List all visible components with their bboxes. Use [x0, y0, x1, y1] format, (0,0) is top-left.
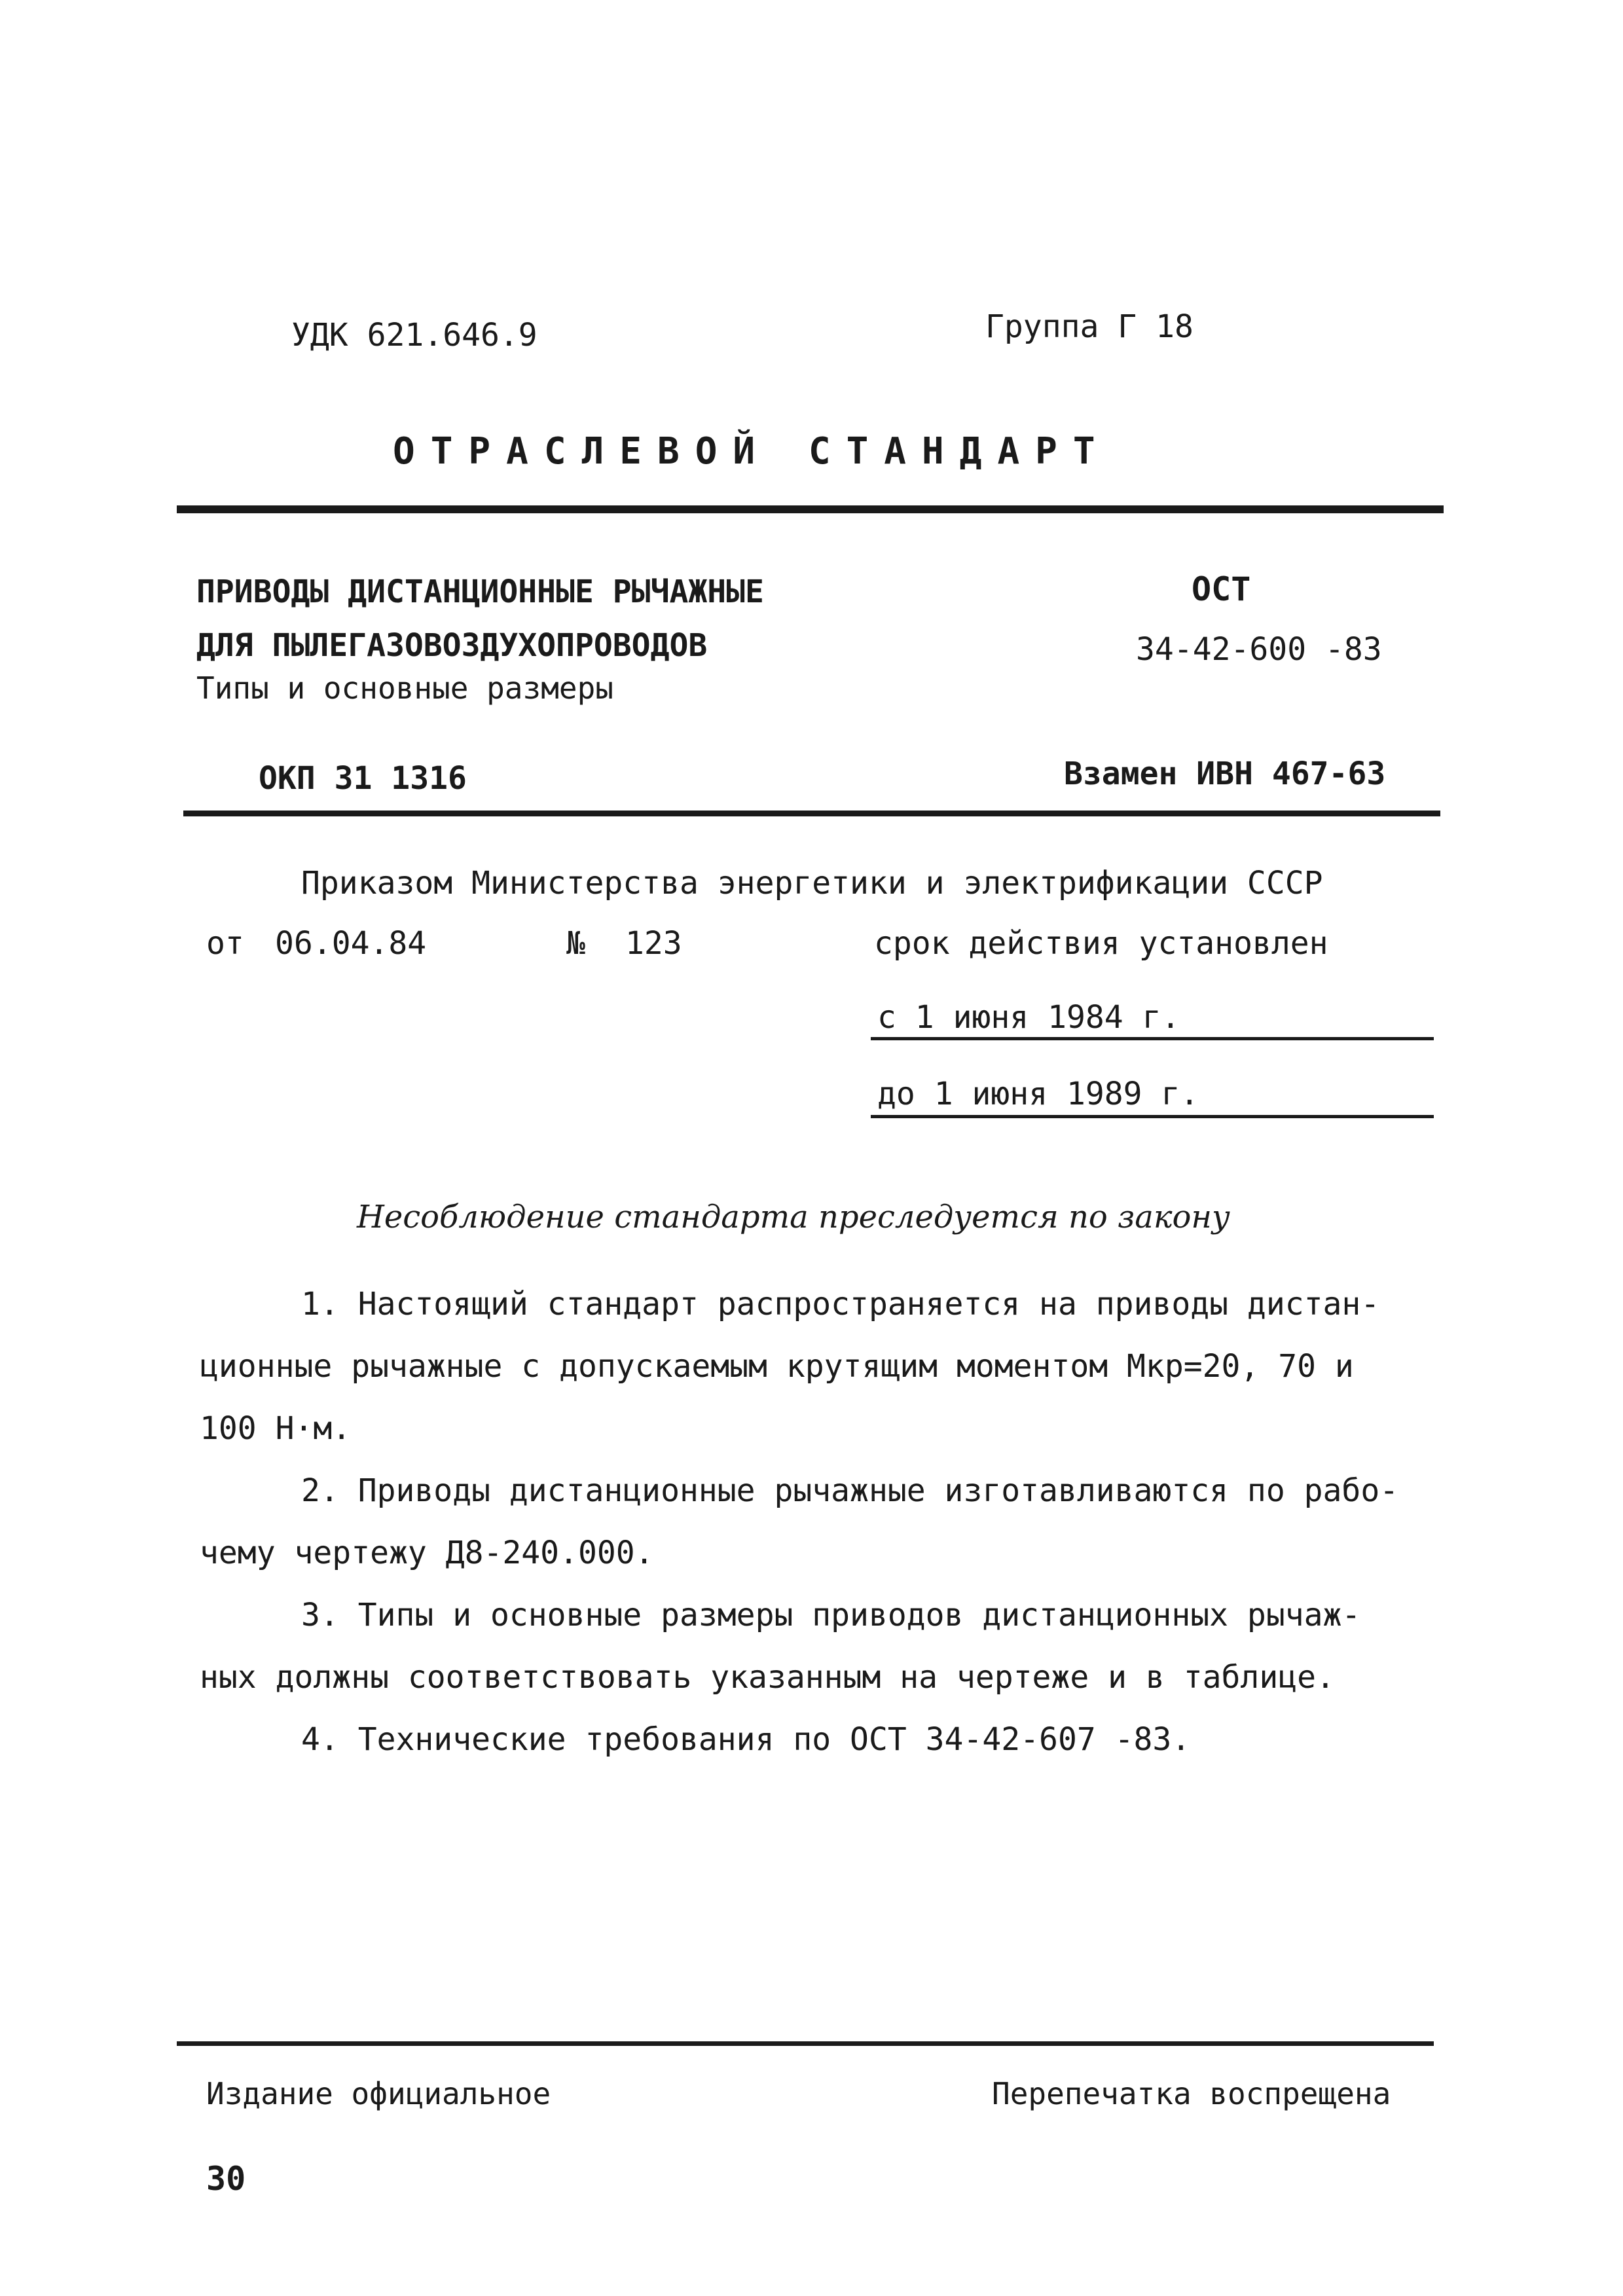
order-number-label: №	[566, 925, 585, 962]
ost-number: 34-42-600 -83	[1136, 631, 1382, 668]
standard-name-line3: Типы и основные размеры	[196, 670, 613, 706]
paragraph-2-line-2: чему чертежу Д8-240.000.	[200, 1535, 654, 1571]
standard-title: ОТРАСЛЕВОЙ СТАНДАРТ	[393, 430, 1111, 473]
order-date: 06.04.84	[275, 925, 427, 962]
validity-to: до 1 июня 1989 г.	[877, 1076, 1199, 1112]
paragraph-1-line-1: 1. Настоящий стандарт распространяется на приводы дистан-	[301, 1286, 1380, 1322]
ost-label: ОСТ	[1192, 570, 1251, 608]
paragraph-3-line-2: ных должны соответствовать указанным на чертеже и в таблице.	[200, 1659, 1335, 1696]
group-code: Группа Г 18	[985, 308, 1194, 345]
validity-from: с 1 июня 1984 г.	[877, 999, 1180, 1036]
validity-to-underline	[871, 1115, 1434, 1118]
footer-rule	[177, 2041, 1434, 2046]
okp-code: ОКП 31 1316	[259, 760, 467, 797]
validity-from-underline	[871, 1037, 1434, 1040]
top-rule	[177, 505, 1444, 513]
paragraph-1-line-2: ционные рычажные с допускаемым крутящим моментом Мкр=20, 70 и	[200, 1348, 1354, 1385]
order-number: 123	[625, 925, 682, 962]
mid-rule	[183, 811, 1440, 816]
paragraph-3-line-1: 3. Типы и основные размеры приводов дистанционных рычаж-	[301, 1597, 1361, 1633]
page-number: 30	[206, 2160, 246, 2198]
udk-code: УДК 621.646.9	[291, 317, 538, 354]
reprint-prohibited-note: Перепечатка воспрещена	[992, 2076, 1391, 2111]
order-from-label: от	[206, 925, 244, 962]
replaces-note: Взамен ИВН 467-63	[1064, 756, 1386, 792]
order-line: Приказом Министерства энергетики и электрификации СССР	[301, 865, 1323, 902]
legal-notice: Несоблюдение стандарта преследуется по закону	[357, 1199, 1230, 1235]
paragraph-1-line-3: 100 Н·м.	[200, 1410, 352, 1447]
standard-name-line2: ДЛЯ ПЫЛЕГАЗОВОЗДУХОПРОВОДОВ	[196, 627, 708, 664]
official-edition-note: Издание официальное	[206, 2076, 551, 2111]
paragraph-2-line-1: 2. Приводы дистанционные рычажные изготавливаются по рабо-	[301, 1472, 1399, 1509]
paragraph-4-line-1: 4. Технические требования по ОСТ 34-42-607 -83.	[301, 1721, 1191, 1758]
validity-label: срок действия установлен	[874, 925, 1328, 962]
standard-name-line1: ПРИВОДЫ ДИСТАНЦИОННЫЕ РЫЧАЖНЫЕ	[196, 574, 764, 610]
